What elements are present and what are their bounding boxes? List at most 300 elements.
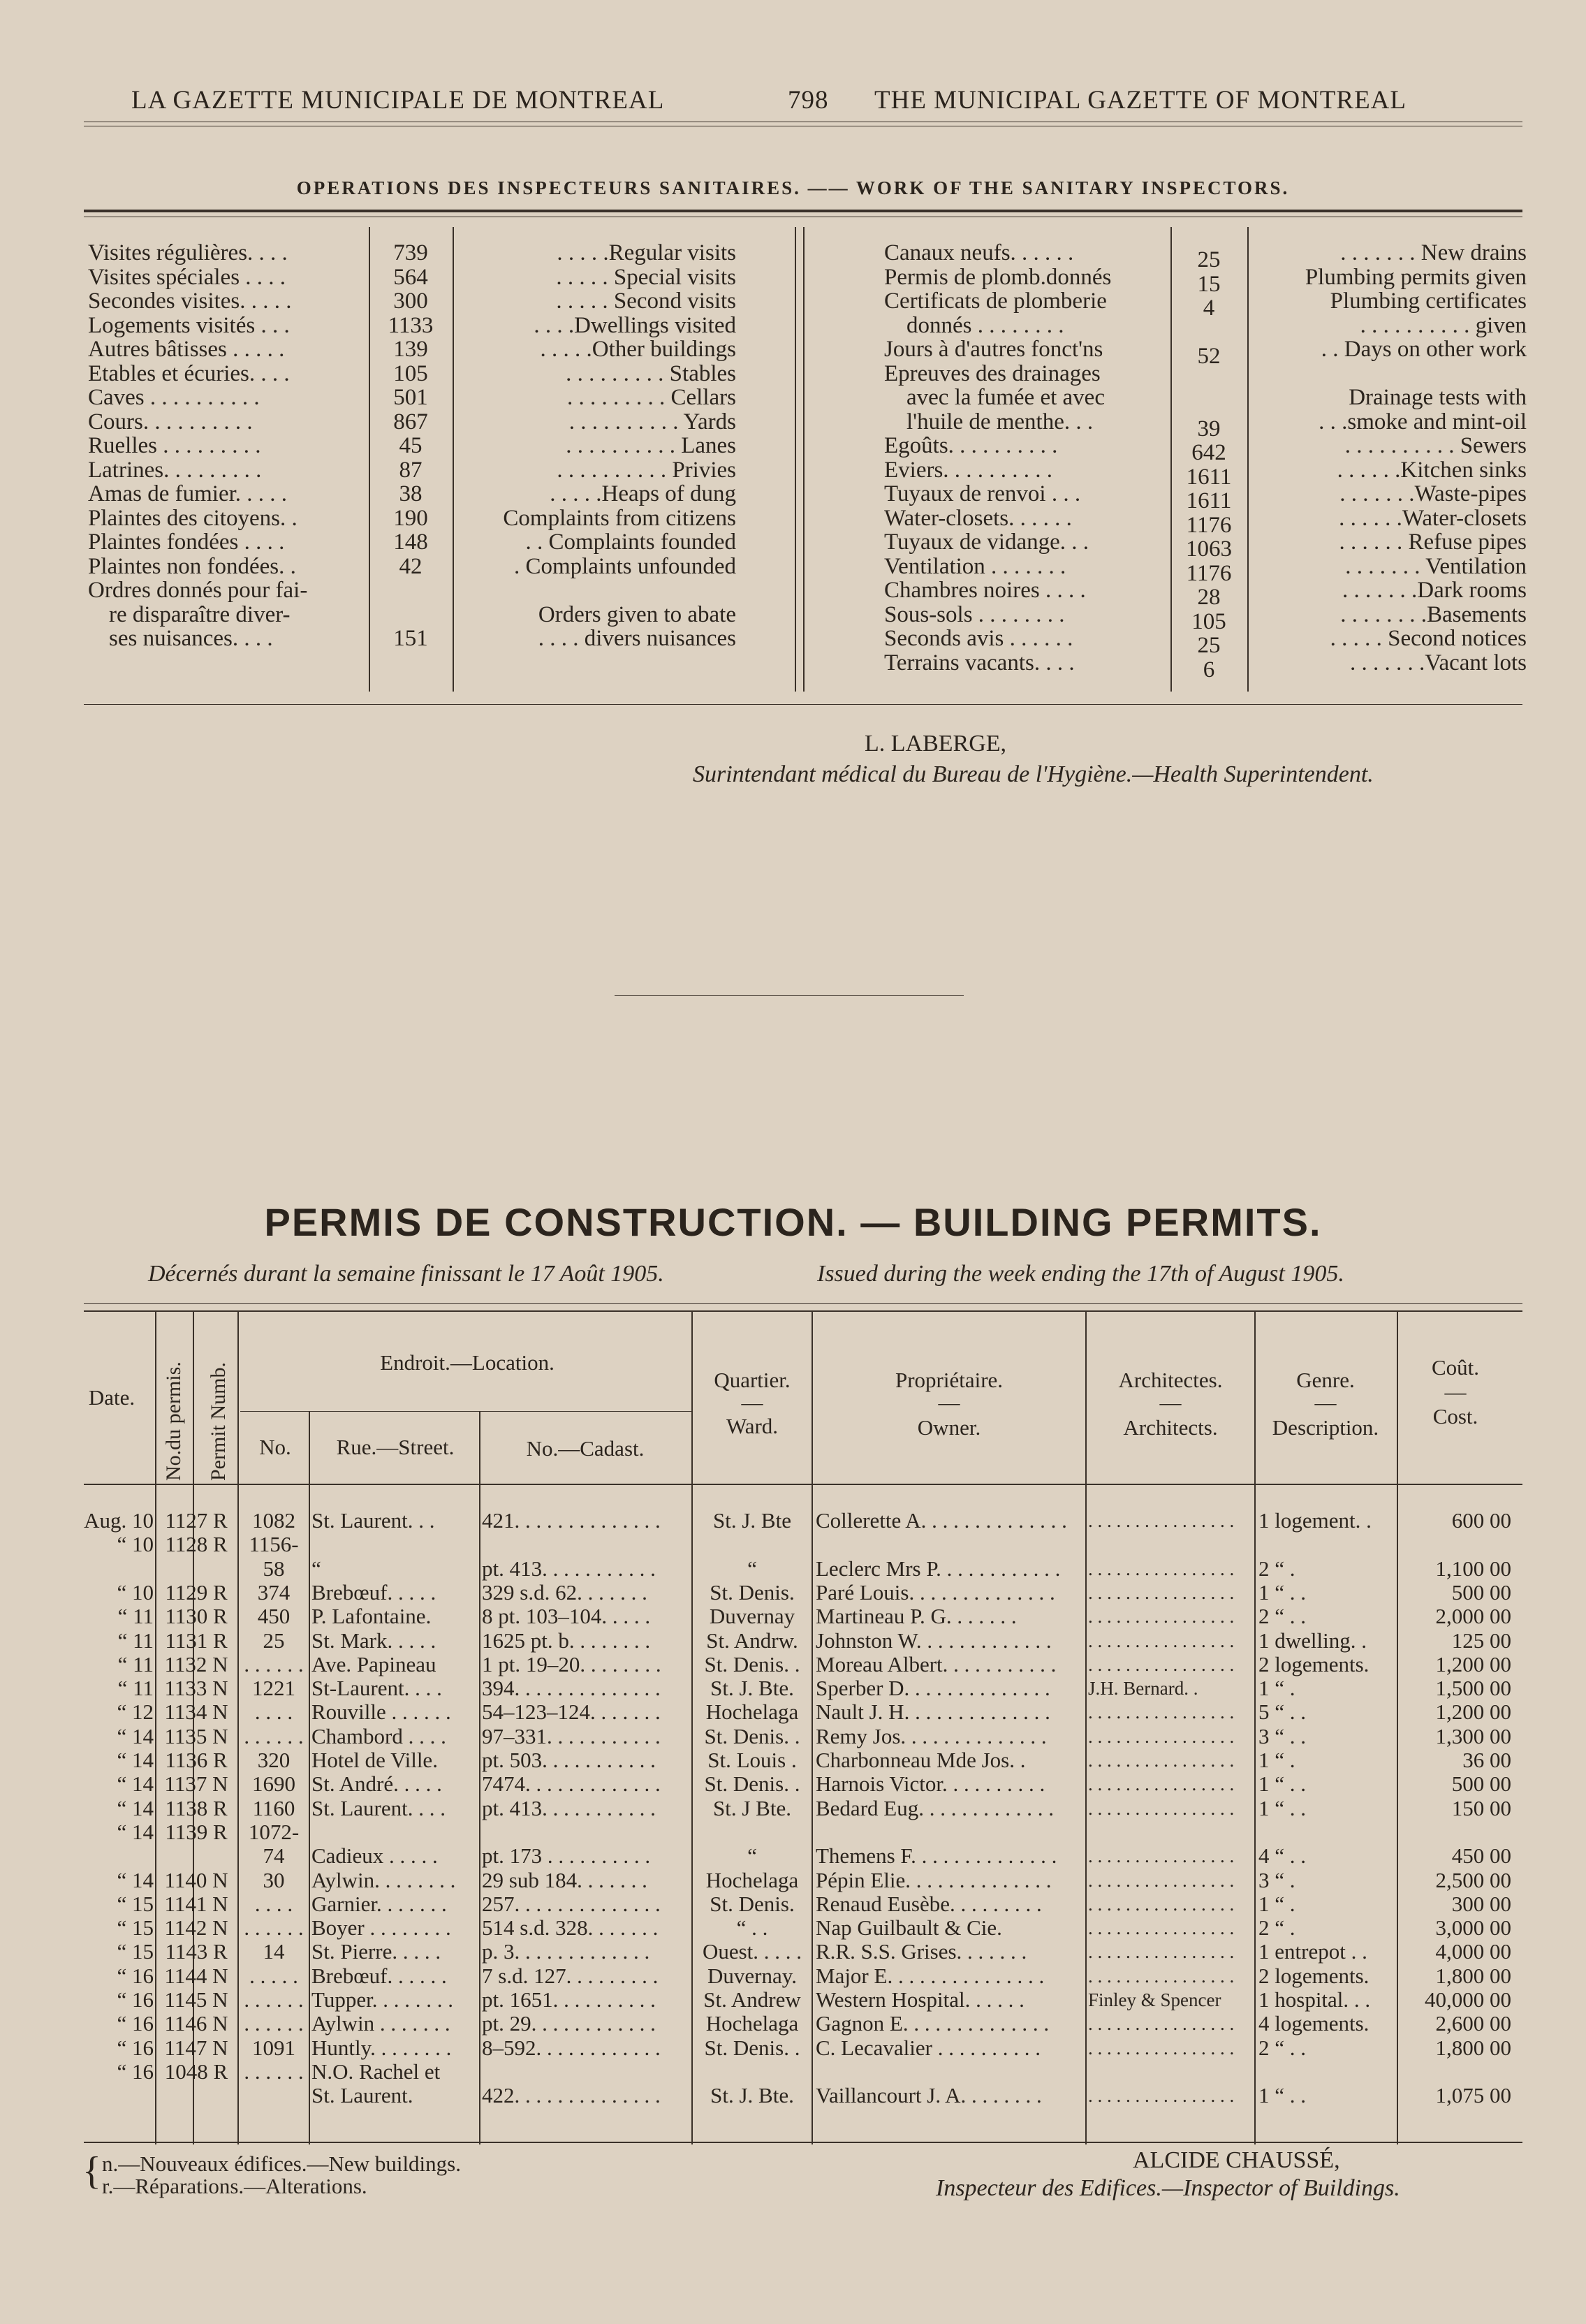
permit-cadast: pt. 413. . . . . . . . . . . xyxy=(482,1795,656,1820)
sanitary-item-fr: Visites spéciales . . . . xyxy=(88,264,286,290)
sanitary-item-count: 52 xyxy=(1197,344,1221,369)
permit-owner: Collerette A. . . . . . . . . . . . . . xyxy=(816,1508,1067,1533)
permit-street-no: 30 xyxy=(263,1867,285,1892)
permit-architect: . . . . . . . . . . . . . . . . xyxy=(1088,1581,1235,1603)
permit-street-no: 1160 xyxy=(252,1795,295,1820)
sanitary-item-en: . . . . . . . New drains xyxy=(1340,240,1527,265)
sanitary-item-fr: Terrains vacants. . . . xyxy=(884,650,1075,675)
permit-street-no: 74 xyxy=(263,1843,285,1869)
permit-owner: Nault J. H. . . . . . . . . . . . . . xyxy=(816,1700,1050,1725)
sanitary-item-count: 867 xyxy=(393,409,428,434)
permit-number: 1137 N xyxy=(164,1771,228,1797)
permit-street-no: 1091 xyxy=(252,2035,295,2060)
col-genre-dash: — xyxy=(1314,1390,1337,1415)
permit-cadast: 514 s.d. 328. . . . . . . xyxy=(482,1915,659,1941)
permit-owner: Paré Louis. . . . . . . . . . . . . . xyxy=(816,1579,1055,1605)
permit-architect: . . . . . . . . . . . . . . . . xyxy=(1088,1558,1235,1579)
col-nopermis-header: No.du permis. xyxy=(162,1361,185,1481)
col-permitnumb-header: Permit Numb. xyxy=(207,1362,230,1481)
permit-architect: . . . . . . . . . . . . . . . . xyxy=(1088,2013,1235,2035)
permit-street-no: 374 xyxy=(257,1579,291,1605)
sanitary-item-fr: Ordres donnés pour fai- xyxy=(88,578,308,603)
sanitary-divider-1 xyxy=(369,227,370,692)
permit-number: 1145 N xyxy=(164,1987,228,2012)
sanitary-item-fr: Latrines. . . . . . . . . xyxy=(88,457,262,483)
permit-architect: . . . . . . . . . . . . . . . . xyxy=(1088,1774,1235,1795)
legend-new: n.—Nouveaux édifices.—New buildings. xyxy=(102,2151,461,2176)
permit-ward: St. J. Bte. xyxy=(710,1676,794,1701)
permit-ward: St. Denis. xyxy=(710,1891,795,1916)
permit-cadast: 54–123–124. . . . . . . xyxy=(482,1700,661,1725)
permit-date: “ 10 xyxy=(117,1579,154,1605)
location-subheader-rule xyxy=(240,1411,691,1412)
permit-number: 1141 N xyxy=(164,1891,228,1916)
sanitary-item-en: . . . . . Second notices xyxy=(1330,626,1527,651)
sanitary-divider-4 xyxy=(803,227,805,692)
permit-street-no: 1082 xyxy=(252,1508,295,1533)
col-genre-header: Genre. xyxy=(1296,1368,1355,1392)
permit-number: 1144 N xyxy=(164,1963,228,1988)
sanitary-item-count: 139 xyxy=(393,337,428,362)
sanitary-divider-5 xyxy=(1170,227,1172,692)
permit-ward: Duvernay. xyxy=(707,1963,797,1988)
sanitary-item-fr: Canaux neufs. . . . . . xyxy=(884,240,1074,265)
sanitary-item-fr: Logements visités . . . xyxy=(88,312,290,338)
sanitary-item-fr: Autres bâtisses . . . . . xyxy=(88,337,285,362)
permit-cost: 3,000 00 xyxy=(1435,1915,1511,1941)
permit-architect: . . . . . . . . . . . . . . . . xyxy=(1088,1941,1235,1963)
permit-date: “ 10 xyxy=(117,1532,154,1557)
permit-number: 1143 R xyxy=(165,1939,228,1964)
sanitary-item-count: 6 xyxy=(1203,657,1215,682)
sanitary-item-fr: avec la fumée et avec xyxy=(906,385,1105,410)
col-owner-en-header: Owner. xyxy=(917,1415,981,1440)
permits-col-line-7 xyxy=(812,1312,813,2144)
permit-street: St. Laurent. . . xyxy=(311,1508,435,1533)
permit-description: 1 “ . . xyxy=(1258,2083,1307,2108)
permit-number: 1136 R xyxy=(165,1748,228,1772)
permit-number: 1130 R xyxy=(165,1604,228,1629)
permit-description: 2 “ . . xyxy=(1258,1604,1307,1629)
permit-description: 3 “ . xyxy=(1258,1867,1295,1892)
sanitary-item-fr: Plaintes fondées . . . . xyxy=(88,529,285,555)
permits-col-line-6 xyxy=(691,1312,693,2144)
permits-col-line-3 xyxy=(237,1312,239,2144)
permit-number: 1138 R xyxy=(165,1795,228,1820)
col-arch-dash: — xyxy=(1159,1390,1182,1415)
permit-cost: 125 00 xyxy=(1451,1628,1511,1653)
permit-street: St. Laurent. . . . xyxy=(311,1795,446,1820)
permit-cost: 500 00 xyxy=(1451,1579,1511,1605)
permit-description: 1 “ . . xyxy=(1258,1579,1307,1605)
permits-title: PERMIS DE CONSTRUCTION. — BUILDING PERMITS. xyxy=(264,1200,1322,1244)
col-cost-header: Coût. xyxy=(1431,1355,1480,1380)
permit-architect: . . . . . . . . . . . . . . . . xyxy=(1088,1965,1235,1987)
permit-street: Aylwin. . . . . . . . xyxy=(311,1867,456,1892)
permit-street-no: 1690 xyxy=(252,1771,295,1797)
sanitary-divider-3 xyxy=(795,227,796,692)
permit-ward: Hochelaga xyxy=(705,1700,799,1725)
permit-street: Brebœuf. . . . . . xyxy=(311,1963,447,1988)
inspector-name: ALCIDE CHAUSSÉ, xyxy=(1133,2147,1340,2173)
health-signature-name: L. LABERGE, xyxy=(865,731,1007,757)
sanitary-item-fr: ses nuisances. . . . xyxy=(109,626,273,651)
sanitary-item-en: . . .smoke and mint-oil xyxy=(1319,409,1527,434)
permits-col-line-10 xyxy=(1397,1312,1398,2144)
permit-street-no: 1072- xyxy=(248,1819,300,1844)
sanitary-item-fr: Ventilation . . . . . . . xyxy=(884,553,1066,579)
permit-street: Aylwin . . . . . . . xyxy=(311,2011,450,2036)
legend-bracket: { xyxy=(82,2149,101,2193)
sanitary-item-count: 739 xyxy=(393,240,428,265)
sanitary-item-count: 45 xyxy=(399,433,423,458)
sanitary-item-en: . . . . . . . . . . Privies xyxy=(557,457,736,483)
sanitary-item-en: . . . . .Regular visits xyxy=(557,240,736,265)
permit-description: 2 “ . . xyxy=(1258,2035,1307,2060)
permit-date: “ 11 xyxy=(117,1628,154,1653)
permit-description: 4 logements. xyxy=(1258,2011,1370,2036)
permit-cost: 1,075 00 xyxy=(1435,2083,1511,2108)
permit-description: 1 “ . . xyxy=(1258,1795,1307,1820)
permit-description: 1 entrepot . . xyxy=(1258,1939,1367,1964)
permit-date: “ 11 xyxy=(117,1604,154,1629)
permit-ward: St. Denis. . xyxy=(704,1723,800,1748)
permit-cadast: 8–592. . . . . . . . . . . . xyxy=(482,2035,661,2060)
permit-cadast: 8 pt. 103–104. . . . . xyxy=(482,1604,651,1629)
permit-date: “ 15 xyxy=(117,1891,154,1916)
permit-street-no: . . . . . . xyxy=(244,1987,304,2012)
permit-number: 1147 N xyxy=(164,2035,228,2060)
sanitary-item-count: 1176 xyxy=(1186,512,1232,538)
permit-street: Huntly. . . . . . . . xyxy=(311,2035,452,2060)
sanitary-item-fr: Visites régulières. . . . xyxy=(88,240,288,265)
permit-cadast: 394. . . . . . . . . . . . . . xyxy=(482,1676,661,1701)
permit-owner: Western Hospital. . . . . . xyxy=(816,1987,1025,2012)
permit-date: “ 12 xyxy=(117,1700,154,1725)
sanitary-item-count: 300 xyxy=(393,288,428,314)
header-right: THE MUNICIPAL GAZETTE OF MONTREAL xyxy=(874,86,1407,115)
permit-date: “ 16 xyxy=(117,2059,154,2084)
permit-street-no: 58 xyxy=(263,1556,285,1581)
permit-ward: Ouest. . . . . xyxy=(702,1939,802,1964)
sanitary-item-en: . . . .Dwellings visited xyxy=(534,312,736,338)
sanitary-divider-6 xyxy=(1247,227,1249,692)
sanitary-item-en: . . . . divers nuisances xyxy=(538,626,736,651)
permit-cost: 1,800 00 xyxy=(1435,2035,1511,2060)
permit-cost: 500 00 xyxy=(1451,1771,1511,1797)
permit-ward: Hochelaga xyxy=(705,2011,799,2036)
col-cost-dash: — xyxy=(1444,1380,1467,1404)
permit-street: “ xyxy=(311,1556,321,1581)
permit-number: 1135 N xyxy=(164,1723,228,1748)
sanitary-item-count: 28 xyxy=(1197,585,1221,610)
permit-date: “ 11 xyxy=(117,1676,154,1701)
permits-col-line-8 xyxy=(1085,1312,1087,2144)
permits-col-line-5 xyxy=(479,1411,480,2144)
permit-street-no: 25 xyxy=(263,1628,285,1653)
sanitary-item-en: Orders given to abate xyxy=(538,601,736,627)
permit-ward: “ . . xyxy=(736,1915,768,1941)
sanitary-item-count: 1063 xyxy=(1186,536,1232,562)
permit-architect: . . . . . . . . . . . . . . . . xyxy=(1088,1893,1235,1915)
permit-number: 1128 R xyxy=(165,1532,228,1557)
sanitary-item-count: 151 xyxy=(393,626,428,651)
sanitary-item-fr: l'huile de menthe. . . xyxy=(906,409,1094,434)
permit-street: St-Laurent. . . . xyxy=(311,1676,442,1701)
sanitary-item-count: 1176 xyxy=(1186,560,1232,586)
permit-architect: . . . . . . . . . . . . . . . . xyxy=(1088,1630,1235,1651)
permit-cost: 1,300 00 xyxy=(1435,1723,1511,1748)
permit-owner: Martineau P. G. . . . . . . xyxy=(816,1604,1017,1629)
sanitary-item-fr: Seconds avis . . . . . . xyxy=(884,626,1073,651)
permit-cost: 150 00 xyxy=(1451,1795,1511,1820)
col-owner-dash: — xyxy=(938,1390,960,1415)
sanitary-item-fr: Certificats de plomberie xyxy=(884,288,1107,314)
permit-ward: St. Andrew xyxy=(703,1987,801,2012)
permit-cadast: 1 pt. 19–20. . . . . . . . xyxy=(482,1651,661,1676)
permit-description: 2 logements. xyxy=(1258,1963,1370,1988)
permit-cost: 300 00 xyxy=(1451,1891,1511,1916)
permit-date: “ 16 xyxy=(117,1987,154,2012)
permit-architect: . . . . . . . . . . . . . . . . xyxy=(1088,1797,1235,1819)
sanitary-item-count: 87 xyxy=(399,457,423,483)
permit-ward: “ xyxy=(747,1843,757,1869)
permit-street-no: 14 xyxy=(263,1939,285,1964)
permit-cadast: pt. 1651. . . . . . . . . . xyxy=(482,1987,656,2012)
col-arch-en-header: Architects. xyxy=(1123,1415,1218,1440)
permit-description: 4 “ . . xyxy=(1258,1843,1307,1869)
sanitary-item-count: 1611 xyxy=(1186,464,1232,490)
sanitary-item-count: 38 xyxy=(399,481,423,506)
permit-date: “ 11 xyxy=(117,1651,154,1676)
permit-number: 1134 N xyxy=(164,1700,228,1725)
permit-owner: Bedard Eug. . . . . . . . . . . . . xyxy=(816,1795,1054,1820)
permit-owner: Nap Guilbault & Cie. xyxy=(816,1915,1002,1941)
sanitary-item-count: 1611 xyxy=(1186,488,1232,513)
permit-date: “ 14 xyxy=(117,1795,154,1820)
permit-architect: . . . . . . . . . . . . . . . . xyxy=(1088,1750,1235,1771)
legend-repairs: r.—Réparations.—Alterations. xyxy=(102,2174,367,2198)
permit-cadast: 422. . . . . . . . . . . . . . xyxy=(482,2083,661,2108)
permit-number: 1048 R xyxy=(164,2059,228,2084)
sanitary-item-fr: Tuyaux de renvoi . . . xyxy=(884,481,1081,506)
permit-description: 1 dwelling. . xyxy=(1258,1628,1367,1653)
sanitary-item-count: 42 xyxy=(399,553,423,579)
permit-street: St. Laurent. xyxy=(311,2083,413,2108)
permit-architect: Finley & Spencer xyxy=(1088,1989,1221,2010)
sanitary-item-count: 39 xyxy=(1197,416,1221,441)
permit-street-no: . . . . . . xyxy=(244,1915,304,1941)
permit-number: 1146 N xyxy=(164,2011,228,2036)
permit-description: 2 “ . xyxy=(1258,1556,1295,1581)
permit-cadast: pt. 29. . . . . . . . . . . . xyxy=(482,2011,656,2036)
permit-street-no: 320 xyxy=(257,1748,291,1772)
permits-top-rule xyxy=(84,1303,1522,1304)
permit-street: Ave. Papineau xyxy=(311,1651,436,1676)
col-cost-en-header: Cost. xyxy=(1432,1404,1478,1428)
permit-description: 1 “ . . xyxy=(1258,1771,1307,1797)
permit-date: “ 14 xyxy=(117,1867,154,1892)
sanitary-item-fr: donnés . . . . . . . . xyxy=(906,312,1064,338)
permit-architect: J.H. Bernard. . xyxy=(1088,1678,1198,1700)
permit-description: 1 hospital. . . xyxy=(1258,1987,1371,2012)
sanitary-item-en: . . . . . Second visits xyxy=(556,288,736,314)
permit-number: 1142 N xyxy=(164,1915,228,1941)
permit-cadast: 421. . . . . . . . . . . . . . xyxy=(482,1508,661,1533)
permit-description: 2 logements. xyxy=(1258,1651,1370,1676)
health-signature-title: Surintendant médical du Bureau de l'Hygiène.—Health Superintendent. xyxy=(693,761,1374,787)
permit-owner: Sperber D. . . . . . . . . . . . . . xyxy=(816,1676,1050,1701)
permits-header-bottom-rule xyxy=(84,1484,1522,1485)
permit-owner: Renaud Eusèbe. . . . . . . . . xyxy=(816,1891,1042,1916)
sanitary-item-count: 501 xyxy=(393,385,428,410)
permit-number: 1127 R xyxy=(165,1508,228,1533)
sanitary-item-en: . . . . . . . . . Stables xyxy=(566,360,736,386)
sanitary-item-en: . . . . . . . . . . Lanes xyxy=(566,433,736,458)
col-location-header: Endroit.—Location. xyxy=(380,1350,555,1375)
permit-architect: . . . . . . . . . . . . . . . . xyxy=(1088,1869,1235,1891)
permit-cost: 450 00 xyxy=(1451,1843,1511,1869)
sanitary-item-fr: re disparaître diver- xyxy=(109,601,291,627)
permit-owner: Leclerc Mrs P. . . . . . . . . . . . xyxy=(816,1556,1061,1581)
sanitary-divider-2 xyxy=(453,227,454,692)
permit-ward: “ xyxy=(747,1556,757,1581)
permits-subtitle-en: Issued during the week ending the 17th of August 1905. xyxy=(817,1261,1344,1287)
permit-street: Chambord . . . . xyxy=(311,1723,446,1748)
permit-cadast: 7 s.d. 127. . . . . . . . . xyxy=(482,1963,659,1988)
permit-ward: Hochelaga xyxy=(705,1867,799,1892)
sanitary-item-fr: Permis de plomb.donnés xyxy=(884,264,1112,290)
permit-street-no: . . . . xyxy=(254,1891,293,1916)
permit-cadast: pt. 173 . . . . . . . . . . xyxy=(482,1843,651,1869)
permit-number: 1140 N xyxy=(164,1867,228,1892)
permit-description: 2 “ . xyxy=(1258,1915,1295,1941)
permit-architect: . . . . . . . . . . . . . . . . xyxy=(1088,1846,1235,1867)
sanitary-item-en: . . . . . . Refuse pipes xyxy=(1339,529,1527,555)
sanitary-item-count: 25 xyxy=(1197,633,1221,658)
permit-ward: St. Louis . xyxy=(707,1748,797,1772)
permit-description: 1 “ . xyxy=(1258,1891,1295,1916)
permits-col-line-4 xyxy=(309,1411,310,2144)
inspector-title: Inspecteur des Edifices.—Inspector of Buildings. xyxy=(936,2175,1400,2201)
permit-ward: St. Denis. . xyxy=(704,2035,800,2060)
permit-street: Tupper. . . . . . . . xyxy=(311,1987,453,2012)
permit-street: St. André. . . . . xyxy=(311,1771,442,1797)
sanitary-item-en: . . . . . . . . . . given xyxy=(1360,312,1527,338)
sanitary-item-fr: Tuyaux de vidange. . . xyxy=(884,529,1089,555)
permit-street-no: 450 xyxy=(257,1604,291,1629)
permit-owner: Gagnon E. . . . . . . . . . . . . . xyxy=(816,2011,1050,2036)
sanitary-item-count: 190 xyxy=(393,505,428,531)
sanitary-item-count: 642 xyxy=(1191,440,1226,465)
sanitary-item-en: Plumbing certificates xyxy=(1330,288,1527,314)
permits-bottom-rule xyxy=(84,2142,1522,2143)
permit-street: Garnier. . . . . . . xyxy=(311,1891,447,1916)
permit-cadast: 257. . . . . . . . . . . . . . xyxy=(482,1891,661,1916)
sanitary-item-en: . . . . . . . . . . Sewers xyxy=(1344,433,1527,458)
permit-owner: Charbonneau Mde Jos. . xyxy=(816,1748,1026,1772)
col-ward-dash: — xyxy=(741,1390,763,1415)
sanitary-item-fr: Chambres noires . . . . xyxy=(884,578,1086,603)
permit-cost: 1,200 00 xyxy=(1435,1651,1511,1676)
sanitary-item-en: . . . . . Special visits xyxy=(556,264,736,290)
sanitary-item-en: . . . . . . . Ventilation xyxy=(1345,553,1527,579)
col-ward-en-header: Ward. xyxy=(726,1414,779,1438)
permit-cost: 2,500 00 xyxy=(1435,1867,1511,1892)
col-date-header: Date. xyxy=(88,1385,135,1410)
sanitary-item-fr: Plaintes des citoyens. . xyxy=(88,505,298,531)
sanitary-item-en: . . . . .Heaps of dung xyxy=(550,481,736,506)
permit-architect: . . . . . . . . . . . . . . . . xyxy=(1088,1606,1235,1628)
permit-cost: 1,800 00 xyxy=(1435,1963,1511,1988)
sanitary-item-fr: Caves . . . . . . . . . . xyxy=(88,385,260,410)
permit-cost: 1,100 00 xyxy=(1435,1556,1511,1581)
sanitary-item-fr: Jours à d'autres fonct'ns xyxy=(884,337,1103,362)
permit-description: 5 “ . . xyxy=(1258,1700,1307,1725)
col-ward-header: Quartier. xyxy=(714,1368,791,1392)
permit-owner: Themens F. . . . . . . . . . . . . . xyxy=(816,1843,1057,1869)
permit-date: “ 15 xyxy=(117,1939,154,1964)
sanitary-item-fr: Epreuves des drainages xyxy=(884,360,1101,386)
sanitary-item-fr: Eviers. . . . . . . . . . xyxy=(884,457,1053,483)
permit-description: 1 “ . xyxy=(1258,1748,1295,1772)
permit-date: “ 14 xyxy=(117,1748,154,1772)
permit-date: “ 14 xyxy=(117,1819,154,1844)
permit-street-no: 1156- xyxy=(249,1532,299,1557)
permit-date: “ 14 xyxy=(117,1723,154,1748)
sanitary-item-fr: Egoûts. . . . . . . . . . xyxy=(884,433,1058,458)
permit-owner: C. Lecavalier . . . . . . . . . . xyxy=(816,2035,1041,2060)
permit-cadast: 29 sub 184. . . . . . . xyxy=(482,1867,647,1892)
permit-street: Hotel de Ville. xyxy=(311,1748,438,1772)
sanitary-top-rule xyxy=(84,210,1522,212)
permit-street: Cadieux . . . . . xyxy=(311,1843,438,1869)
sanitary-item-count: 148 xyxy=(393,529,428,555)
sanitary-item-fr: Secondes visites. . . . . xyxy=(88,288,292,314)
sanitary-item-fr: Ruelles . . . . . . . . . xyxy=(88,433,261,458)
sanitary-item-en: . . . . . .Water-closets xyxy=(1339,505,1527,531)
permit-street: St. Pierre. . . . . xyxy=(311,1939,441,1964)
sanitary-item-count: 105 xyxy=(1191,608,1226,634)
permit-number: 1129 R xyxy=(165,1579,228,1605)
sanitary-item-en: Plumbing permits given xyxy=(1305,264,1527,290)
sanitary-item-en: . . . . . . . .Basements xyxy=(1340,601,1527,627)
page-number: 798 xyxy=(788,86,829,115)
permit-street-no: . . . . . . xyxy=(244,1723,304,1748)
permit-street-no: . . . . . . xyxy=(244,1651,304,1676)
permit-architect: . . . . . . . . . . . . . . . . xyxy=(1088,1653,1235,1675)
sanitary-item-en: . . Complaints founded xyxy=(525,529,736,555)
permit-ward: St. Denis. . xyxy=(704,1651,800,1676)
sanitary-item-en: . . . . . . .Vacant lots xyxy=(1350,650,1527,675)
permit-owner: Major E. . . . . . . . . . . . . . . xyxy=(816,1963,1045,1988)
sanitary-item-count: 15 xyxy=(1197,271,1221,297)
permit-street-no: . . . . xyxy=(254,1700,293,1725)
permit-cadast: p. 3. . . . . . . . . . . . . xyxy=(482,1939,650,1964)
permit-architect: . . . . . . . . . . . . . . . . xyxy=(1088,1725,1235,1747)
sanitary-item-en: . . . . . . . . . Cellars xyxy=(567,385,736,410)
permit-ward: St. Denis. xyxy=(710,1579,795,1605)
permit-date: Aug. 10 xyxy=(84,1508,154,1533)
sanitary-item-fr: Amas de fumier. . . . . xyxy=(88,481,288,506)
sanitary-item-count: 4 xyxy=(1203,295,1215,321)
permit-description: 3 “ . . xyxy=(1258,1723,1307,1748)
permit-number: 1133 N xyxy=(164,1676,228,1701)
permits-subtitle-fr: Décernés durant la semaine finissant le 17 Août 1905. xyxy=(148,1261,664,1287)
header-left: LA GAZETTE MUNICIPALE DE MONTREAL xyxy=(131,86,665,115)
permit-owner: Remy Jos. . . . . . . . . . . . . . xyxy=(816,1723,1047,1748)
permit-number: 1139 R xyxy=(165,1819,228,1844)
